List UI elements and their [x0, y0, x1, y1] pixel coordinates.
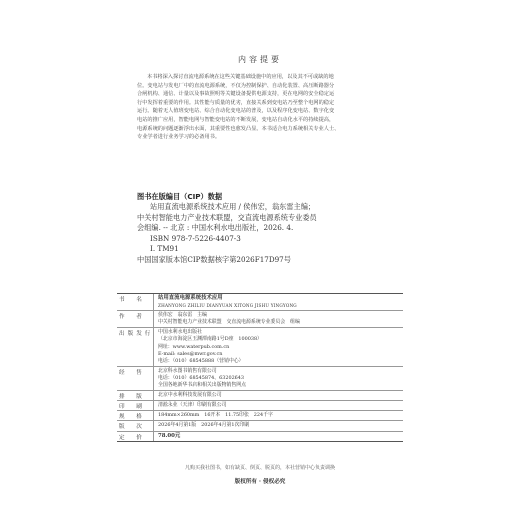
summary-line: 合闸机构、通信、计量以及事故照明等关键设备提供电源支持，更在电网的安全稳定运 [137, 91, 335, 98]
table-row [117, 311, 403, 328]
row-line: 全国各地新华书店和相关出版物销售网点 [158, 382, 247, 389]
row-line: 中国水利水电出版社 [158, 329, 203, 336]
summary-title: 内容提要 [238, 55, 282, 64]
summary-line: 电源系统的问题逐渐浮出水面，其重要性也愈发凸显。本书适合电力系统相关专业人士、 [137, 125, 340, 132]
copyright-table [117, 293, 403, 442]
row-line: 侯伟宏 翁东雷 主编 [158, 312, 207, 319]
rights-reserved: 版权所有 · 侵权必究 [234, 479, 286, 485]
summary-line: 专业学者进行业务学习的必备用书。 [137, 134, 221, 141]
cip-line: 会组编. -- 北京 : 中国水利水电出版社，2026. 4. [137, 223, 294, 233]
table-row [117, 411, 403, 421]
book-title-pinyin: ZHANYONG ZHILIU DIANYUAN XITONG JISHU YINGYONG [158, 303, 297, 309]
row-line: E-mail: sales@mwr.gov.cn [158, 350, 223, 357]
row-label: 书 名 [119, 297, 145, 303]
summary-line: 本书将深入探讨直流电源系统在这些关键基础设施中的应用，以及其不可或缺的地 [147, 74, 334, 80]
table-row [117, 401, 403, 411]
summary-line: 位。变电站与发电厂中的直流电源系统，不仅为控制保护、自动化装置、高压断路器分 [137, 82, 335, 89]
row-value [153, 294, 403, 310]
row-label: 出版发行 [119, 331, 154, 338]
table-row [117, 391, 403, 401]
row-line: 电话：（010）68545874、63202643 [158, 374, 245, 381]
row-line: 184mm×260mm 16开本 11.75印张 224千字 [158, 412, 273, 419]
cip-line: ISBN 978-7-5226-4407-3 [150, 233, 241, 243]
row-label: 定 价 [119, 434, 145, 441]
cip-title: 图书在版编目（CIP）数据 [137, 192, 223, 201]
row-value [153, 391, 403, 400]
row-label: 排 版 [119, 394, 145, 401]
row-value [153, 432, 403, 441]
row-line: （北京市海淀区玉渊潭南路1号D座 100038） [158, 336, 262, 343]
row-label: 规 格 [119, 414, 145, 421]
row-label: 经 售 [119, 369, 145, 376]
row-value [153, 311, 403, 327]
table-row [117, 421, 403, 431]
row-label: 版 次 [119, 424, 145, 431]
summary-line: 电站的推广应用，智能电网与智能变电站的不断发展，变电站自动化水平的持续提高， [137, 116, 335, 123]
row-line: 2026年4月第1版 2026年4月第1次印刷 [158, 422, 250, 429]
row-value [153, 421, 403, 430]
summary-line: 行中发挥着重要的作用。其性能与质量的优劣，直接关系到变电站乃至整个电网的稳定 [137, 99, 335, 106]
row-line: 清淞永业（天津）印刷有限公司 [158, 402, 227, 409]
row-line: 北京中水利科技发展有限公司 [158, 392, 222, 399]
row-line: 电话：（010）68545888（营销中心） [158, 357, 244, 364]
row-value [153, 411, 403, 420]
summary-body [137, 73, 385, 142]
cip-line: Ⅰ. TM91 [150, 244, 179, 254]
book-title: 站用直流电源系统技术应用 [158, 295, 223, 301]
row-value [153, 328, 403, 365]
cip-line: 站用直流电源系统技术应用 / 侯伟宏，翁东雷主编； [150, 202, 316, 211]
table-row [117, 367, 403, 391]
cip-line: 中国国家版本馆CIP数据核字第2026F17D97号 [137, 254, 291, 264]
row-line: 北京科水图书销售有限公司 [158, 367, 217, 374]
row-label: 印 刷 [119, 404, 145, 411]
cip-line: 中关村智能电力产业技术联盟，交直流电源系统专业委员 [137, 212, 317, 222]
row-label: 作 者 [119, 314, 145, 321]
table-row [117, 328, 403, 366]
table-row [117, 432, 403, 442]
replacement-notice: 凡购买我社图书，如有缺页、倒页、脱页的，本社营销中心负责调换 [184, 465, 335, 471]
price-value: 78.00元 [158, 432, 181, 439]
table-row [117, 294, 403, 311]
row-value [153, 401, 403, 410]
row-line: 网址：www.waterpub.com.cn [158, 343, 230, 350]
cip-block [137, 192, 397, 266]
row-line: 中关村智能电力产业技术联盟 交直流电源系统专业委员会 组编 [158, 319, 300, 326]
summary-line: 运行。随着无人值班变电站、综合自动化变电站的普及，以及程序化变电站、数字化变 [137, 108, 335, 115]
row-value [153, 367, 403, 390]
